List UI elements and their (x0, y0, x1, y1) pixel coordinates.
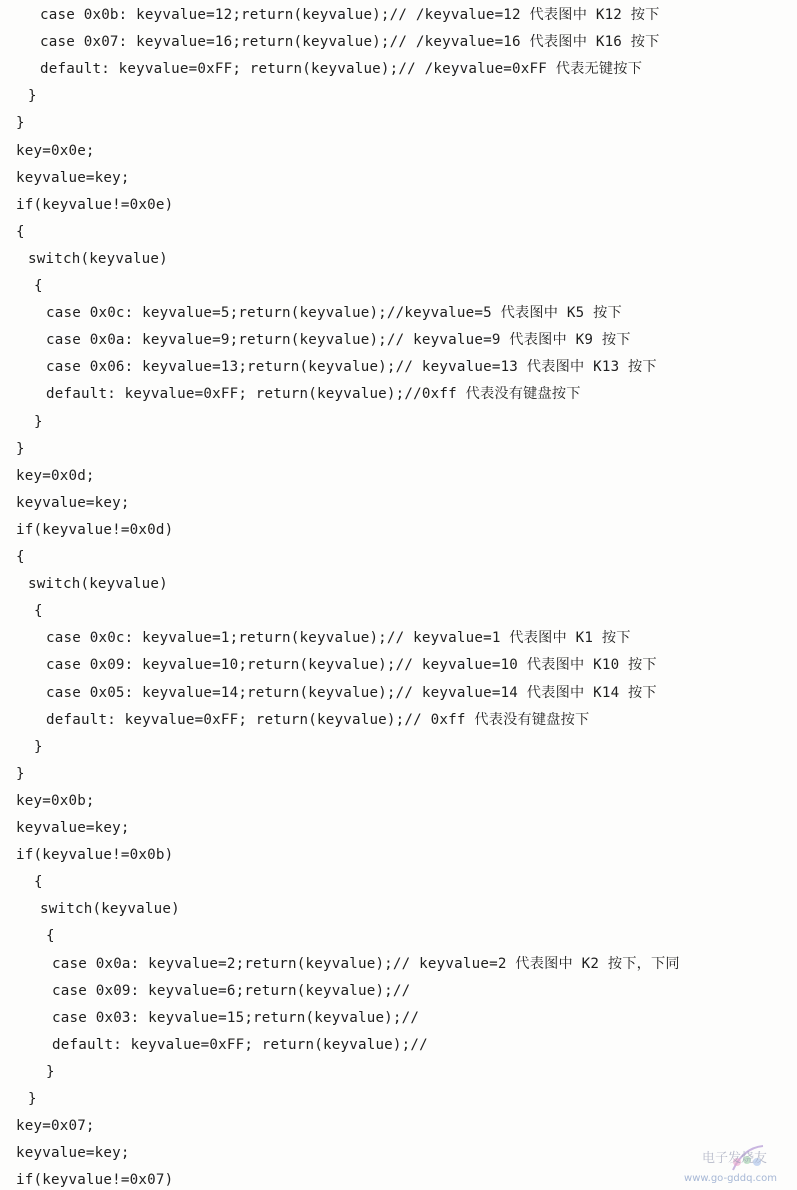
code-line: case 0x07: keyvalue=16;return(keyvalue);// /keyvalue=16 代表图中 K16 按下 (40, 34, 660, 51)
code-line: case 0x0c: keyvalue=5;return(keyvalue);//keyvalue=5 代表图中 K5 按下 (46, 305, 622, 322)
code-line: { (16, 549, 25, 565)
code-line: default: keyvalue=0xFF; return(keyvalue);// 0xff 代表没有键盘按下 (46, 711, 590, 728)
code-line: if(keyvalue!=0x0d) (16, 521, 174, 538)
code-line: { (46, 928, 55, 945)
code-line: } (28, 88, 37, 105)
code-line: key=0x0d; (16, 467, 95, 484)
code-line: case 0x0a: keyvalue=9;return(keyvalue);// keyvalue=9 代表图中 K9 按下 (46, 332, 631, 349)
code-line: } (46, 1063, 55, 1080)
code-line: keyvalue=key; (16, 169, 130, 186)
code-line: } (34, 738, 43, 755)
code-line: if(keyvalue!=0x0e) (16, 196, 174, 213)
code-line: { (34, 874, 43, 891)
code-line: case 0x09: keyvalue=10;return(keyvalue);// keyvalue=10 代表图中 K10 按下 (46, 657, 657, 674)
code-line: keyvalue=key; (16, 494, 130, 511)
code-line: } (28, 1091, 37, 1107)
code-line: keyvalue=key; (16, 820, 130, 836)
code-line: switch(keyvalue) (28, 250, 168, 267)
code-line: key=0x0b; (16, 792, 95, 809)
code-line: switch(keyvalue) (28, 576, 168, 593)
code-line: default: keyvalue=0xFF; return(keyvalue);// /keyvalue=0xFF 代表无键按下 (40, 61, 643, 78)
code-line: if(keyvalue!=0x0b) (16, 847, 174, 864)
code-line: keyvalue=key; (16, 1145, 130, 1162)
code-line: default: keyvalue=0xFF; return(keyvalue);// (52, 1036, 428, 1053)
code-line: { (16, 223, 25, 240)
code-line: { (34, 603, 43, 620)
code-line: case 0x0a: keyvalue=2;return(keyvalue);// keyvalue=2 代表图中 K2 按下，下同 (52, 955, 680, 972)
code-line: default: keyvalue=0xFF; return(keyvalue);//0xff 代表没有键盘按下 (46, 386, 581, 403)
code-line: switch(keyvalue) (40, 901, 180, 918)
code-line: case 0x05: keyvalue=14;return(keyvalue);// keyvalue=14 代表图中 K14 按下 (46, 684, 657, 701)
code-line: case 0x0b: keyvalue=12;return(keyvalue);// /keyvalue=12 代表图中 K12 按下 (40, 7, 660, 23)
code-line: } (16, 765, 25, 782)
code-line: } (16, 115, 25, 132)
code-line: key=0x07; (16, 1118, 95, 1135)
watermark-site-name: 电子发烧友 (701, 1151, 767, 1166)
code-line: case 0x09: keyvalue=6;return(keyvalue);// (52, 982, 411, 999)
code-line: } (34, 413, 43, 430)
code-line: } (16, 440, 25, 457)
code-line: { (34, 278, 43, 294)
code-line: if(keyvalue!=0x07) (16, 1172, 174, 1189)
code-line: case 0x03: keyvalue=15;return(keyvalue);// (52, 1009, 420, 1026)
watermark-site-url: www.go-gddq.com (684, 1173, 777, 1184)
code-line: case 0x0c: keyvalue=1;return(keyvalue);// keyvalue=1 代表图中 K1 按下 (46, 630, 631, 647)
code-line: key=0x0e; (16, 142, 95, 159)
code-line: case 0x06: keyvalue=13;return(keyvalue);// keyvalue=13 代表图中 K13 按下 (46, 359, 657, 376)
